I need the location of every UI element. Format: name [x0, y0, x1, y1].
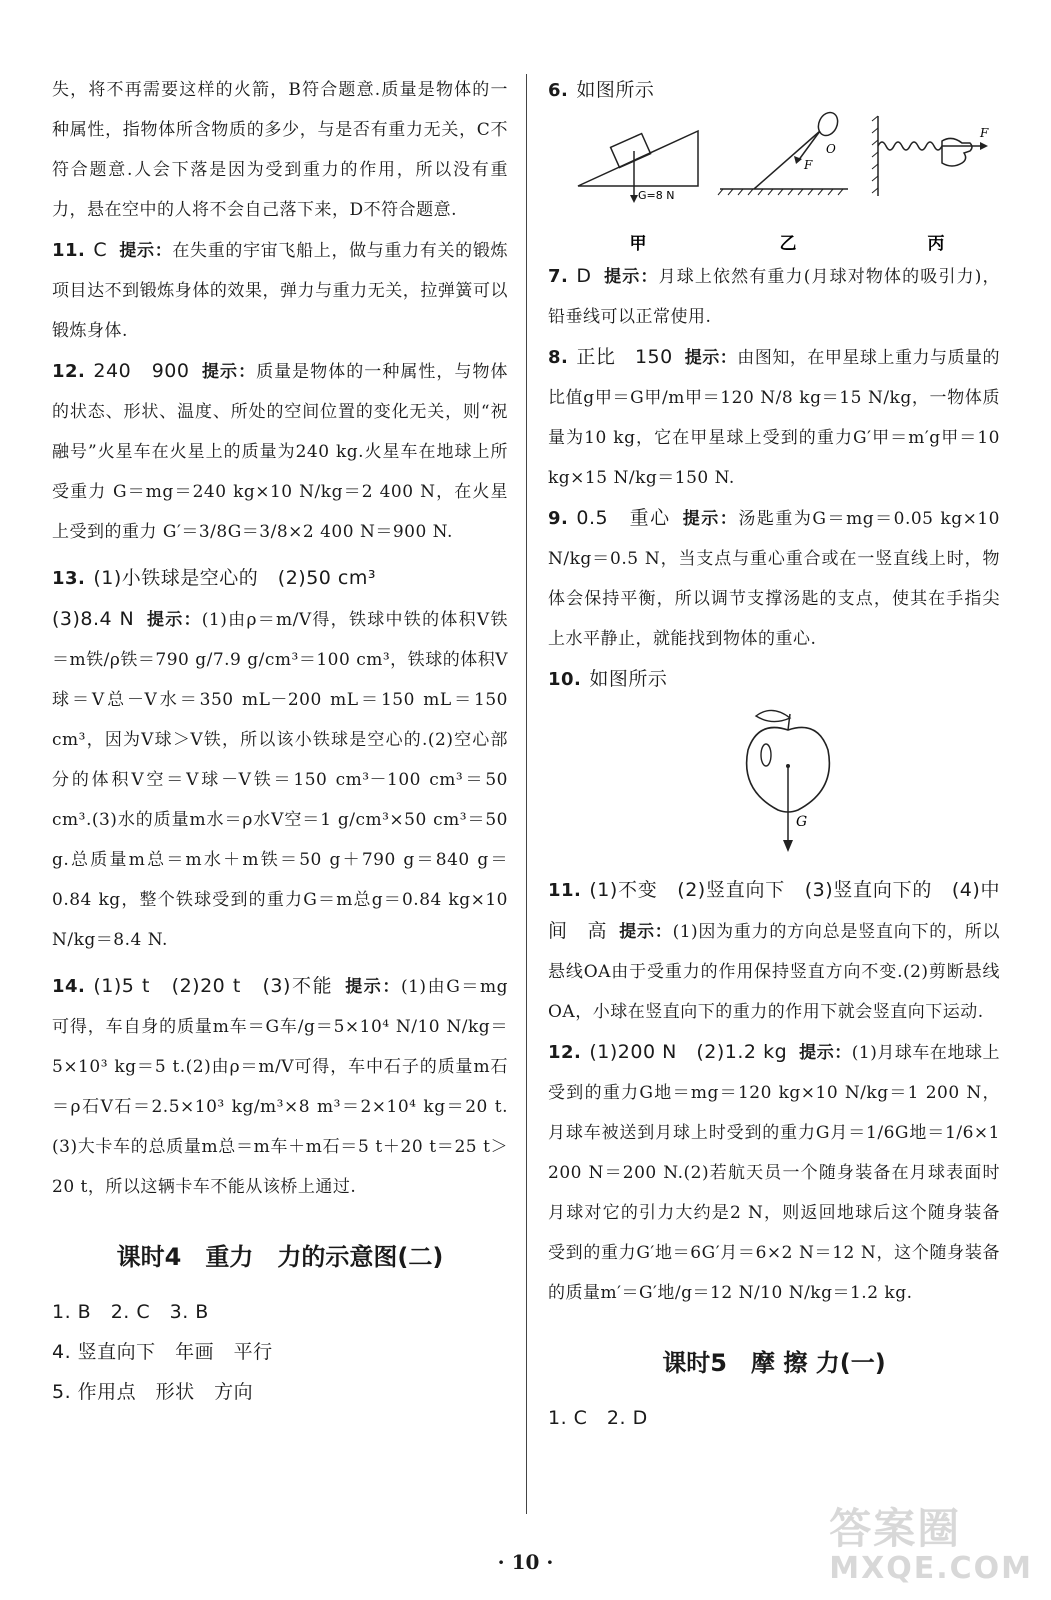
answer-value: 如图所示: [576, 79, 655, 101]
answer-5: 5. 作用点 形状 方向: [52, 1381, 254, 1403]
question-number: 9.: [548, 508, 569, 529]
incline-diagram: [578, 131, 698, 203]
answer-value: 正比 150: [576, 346, 673, 368]
hint-label: 提示：: [146, 610, 202, 630]
watermark-logo: [829, 1504, 1033, 1586]
ball-rod-diagram: [718, 111, 848, 195]
hint-text: (1)由ρ＝m/V得，铁球中铁的体积V铁＝m铁/ρ铁＝790 g/7.9 g/cm³＝100 cm³，铁球的体积V球＝V总－V水＝350 mL－200 mL＝150 mL＝150 cm³，因为V球＞V铁，所以该小铁球是空心的.(2)空心部分的体积V空＝V球－V铁＝150 cm³－100 cm³＝50 cm³.(3)水的质量m水＝ρ水V空＝1 g/cm³×50 cm³＝50 g.总质量m总＝m水＋m铁＝50 g＋790 g＝840 g＝0.84 kg，整个铁球受到的重力G＝m总g＝0.84 kg×10 N/kg＝8.4 N.: [52, 610, 509, 950]
answers-1-2: 1. C 2. D: [548, 1407, 648, 1429]
hint-text: 质量是物体的一种属性，与物体的状态、形状、温度、所处的空间位置的变化无关，则“祝融号”火星车在火星上的质量为240 kg.火星车在地球上所受重力 G＝mg＝240 kg×10 N/kg＝2 400 N，在火星上受到的重力 G′＝3/8G＝3/8×2 400 N＝900 N.: [52, 362, 509, 542]
spring-wall-diagram: [872, 116, 989, 196]
question-number: 8.: [548, 347, 569, 368]
question-number: 14.: [52, 976, 86, 997]
gravity-label: G=8 N: [638, 189, 675, 202]
figure-label-yi: 乙: [779, 234, 797, 254]
answer-13: [52, 558, 508, 960]
figure-label-jia: 甲: [629, 234, 647, 254]
answer-value: (1)小铁球是空心的 (2)50 cm³: [93, 567, 377, 589]
answer-9: [548, 498, 1000, 659]
answer-value: D: [576, 265, 592, 287]
answer-10: [548, 659, 1000, 700]
hint-text: 由图知，在甲星球上重力与质量的比值g甲＝G甲/m甲＝120 N/8 kg＝15 N/kg，一物体质量为10 kg，它在甲星球上受到的重力G′甲＝m′g甲＝10 kg×15 N/kg＝150 N.: [548, 348, 1001, 488]
answer-value: 0.5 重心: [576, 507, 671, 529]
page-number: · 10 ·: [497, 1550, 554, 1574]
question-number: 10.: [548, 669, 582, 690]
hint-label: 提示：: [603, 267, 659, 287]
answer-value-3: (3)8.4 N: [52, 608, 135, 630]
answer-8: [548, 337, 1000, 498]
hint-label: 提示：: [345, 977, 401, 997]
gravity-label: G: [796, 814, 808, 830]
point-o-label: O: [826, 142, 836, 156]
question-number: 11.: [548, 880, 582, 901]
answer-14: [52, 966, 508, 1207]
answer-7: [548, 256, 1000, 337]
question-number: 13.: [52, 568, 86, 589]
section-title-lesson-5: 课时5 摩 擦 力(一): [662, 1349, 886, 1377]
section-title-lesson-4: 课时4 重力 力的示意图(二): [116, 1243, 444, 1271]
hint-text: 汤匙重为G＝mg＝0.05 kg×10 N/kg＝0.5 N，当支点与重心重合或在一竖直线上时，物体会保持平衡，所以调节支撑汤匙的支点，使其在手指尖上水平静止，就能找到物体的重心.: [548, 509, 1000, 649]
answer-12-right: [548, 1032, 1000, 1313]
answer-10-continued: 失，将不再需要这样的火箭，B符合题意.质量是物体的一种属性，指物体所含物质的多少，与是否有重力无关，C不符合题意.人会下落是因为受到重力的作用，所以没有重力，悬在空中的人将不会自己落下来，D不符合题意.: [52, 80, 508, 220]
hint-label: 提示：: [682, 509, 739, 529]
answer-11: [52, 230, 508, 351]
question-number: 12.: [548, 1042, 582, 1063]
answer-value: (1)不变 (2)竖直向下 (3)竖直向下的 (4)中间 高: [548, 879, 1000, 942]
answer-value: C: [93, 239, 108, 261]
hint-label: 提示：: [684, 348, 738, 368]
answer-value: (1)5 t (2)20 t (3)不能: [93, 975, 334, 997]
question-number: 6.: [548, 80, 569, 101]
question-number: 7.: [548, 266, 569, 287]
hint-label: 提示：: [799, 1043, 852, 1063]
question-number: 12.: [52, 361, 86, 382]
answer-value: 如图所示: [589, 668, 668, 690]
figure-6-force-diagrams: [558, 111, 998, 256]
left-column: [52, 70, 508, 1412]
hint-text: (1)月球车在地球上受到的重力G地＝mg＝120 kg×10 N/kg＝1 200 N，月球车被送到月球上时受到的重力G月＝1/6G地＝1/6×1 200 N＝200 N.(2)若航天员一个随身装备在月球表面时月球对它的引力大约是2 N，则返回地球后这个随身装备受到的重力G′地＝6G′月＝6×2 N＝12 N，这个随身装备的质量m′＝G′地/g＝12 N/10 N/kg＝1.2 kg.: [548, 1043, 1000, 1303]
watermark-bottom: MXQE.COM: [829, 1551, 1033, 1586]
answer-11-right: [548, 870, 1000, 1032]
answer-value: (1)200 N (2)1.2 kg: [589, 1041, 788, 1063]
figure-10-apple-gravity: [548, 700, 988, 860]
answers-1-3: 1. B 2. C 3. B: [52, 1301, 209, 1323]
right-column: [548, 70, 1000, 1438]
watermark-top: 答案圈: [829, 1504, 962, 1553]
question-number: 11.: [52, 240, 86, 261]
answer-12: [52, 351, 508, 552]
force-f-label-2: F: [980, 126, 989, 140]
figure-label-bing: 丙: [927, 234, 945, 254]
hint-text: 月球上依然有重力(月球对物体的吸引力)，铅垂线可以正常使用.: [548, 267, 1001, 327]
answer-4: 4. 竖直向下 年画 平行: [52, 1341, 273, 1363]
hint-label: 提示：: [619, 922, 673, 942]
answer-value: 240 900: [93, 360, 190, 382]
hint-text: 在失重的宇宙飞船上，做与重力有关的锻炼项目达不到锻炼身体的效果，弹力与重力无关，拉弹簧可以锻炼身体.: [52, 241, 509, 341]
answer-6: [548, 70, 1000, 111]
hint-label: 提示：: [119, 241, 173, 261]
hint-text: (1)由G＝mg可得，车自身的质量m车＝G车/g＝5×10⁴ N/10 N/kg＝5×10³ kg＝5 t.(2)由ρ＝m/V可得，车中石子的质量m石＝ρ石V石＝2.5×10³ kg/m³×8 m³＝2×10⁴ kg＝20 t.(3)大卡车的总质量m总＝m车＋m石＝5 t＋20 t＝25 t＞20 t，所以这辆卡车不能从该桥上通过.: [52, 977, 508, 1197]
force-f-label: F: [804, 158, 813, 172]
hint-label: 提示：: [201, 362, 257, 382]
hint-text: (1)因为重力的方向总是竖直向下的，所以悬线OA由于受重力的作用保持竖直方向不变.(2)剪断悬线OA，小球在竖直向下的重力的作用下就会竖直向下运动.: [548, 922, 1000, 1022]
column-divider: [526, 74, 527, 1514]
